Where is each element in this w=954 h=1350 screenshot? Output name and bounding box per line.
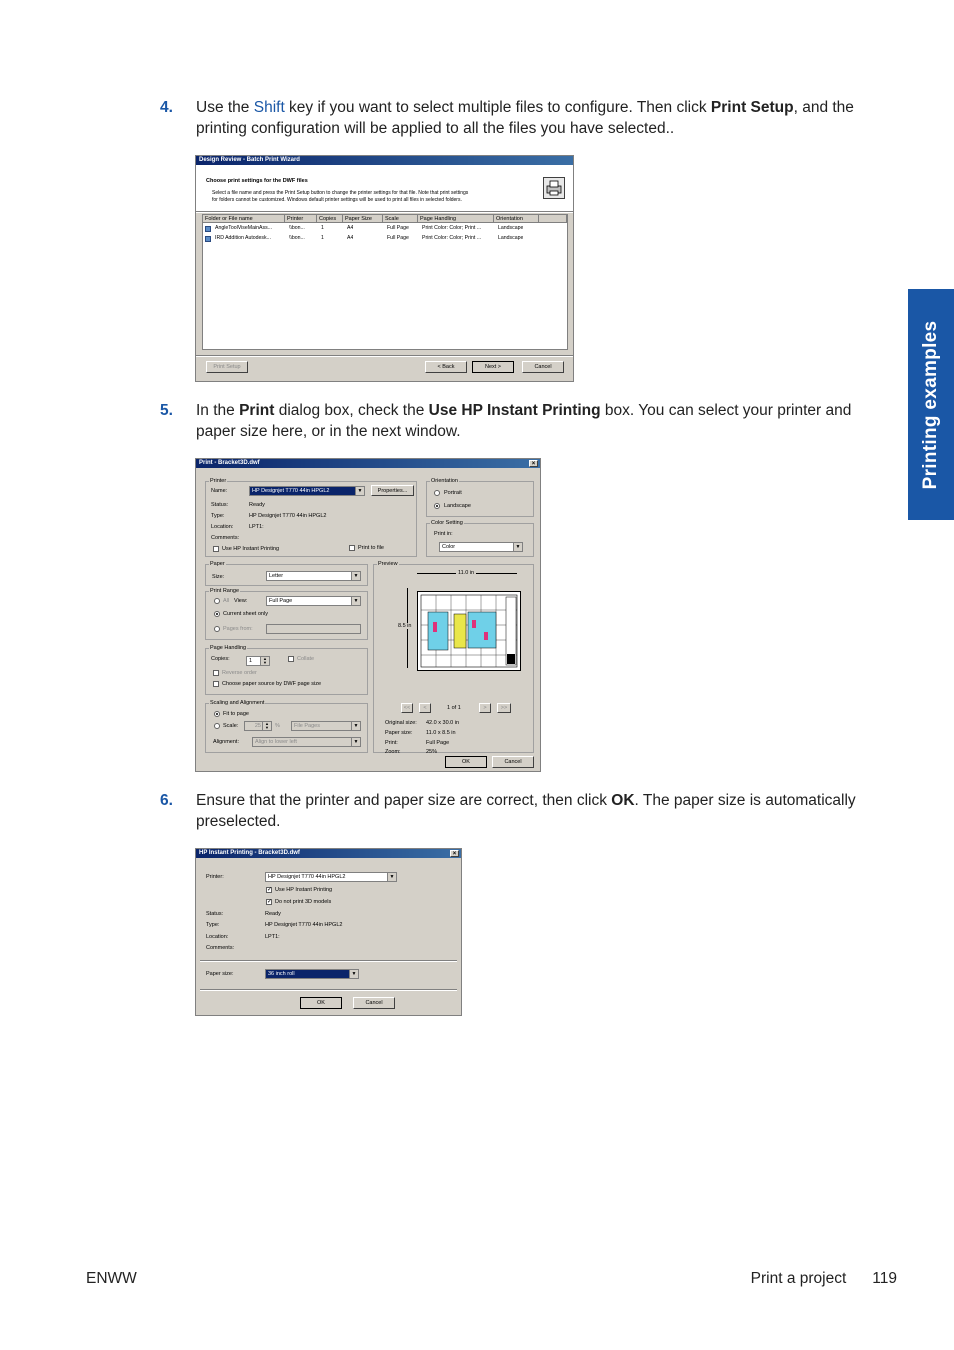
batch-print-wizard-dialog — [195, 155, 574, 382]
printer-group — [205, 478, 417, 557]
height-dimension: 8.5 in — [398, 623, 412, 629]
table-cell: Landscape — [498, 235, 524, 241]
table-cell: A4 — [347, 235, 354, 241]
radio-label: Fit to page — [223, 711, 249, 717]
collate-checkbox[interactable] — [288, 656, 294, 662]
use-hp-instant-printing-checkbox[interactable]: ✓ — [267, 887, 273, 893]
page-handling-group — [205, 645, 368, 695]
print-dialog — [195, 458, 541, 772]
file-icon — [205, 236, 211, 242]
group-label: Color Setting — [431, 520, 463, 526]
wizard-description: for folders cannot be customized. Windows default printer settings will be used to print all files in selected folders. — [212, 197, 462, 203]
page-number: 119 — [872, 1270, 897, 1287]
copies-value: 1 — [249, 658, 253, 664]
pages-from-input[interactable] — [266, 624, 361, 634]
footer-left: ENWW — [86, 1270, 137, 1287]
alignment-select[interactable] — [252, 737, 361, 747]
checkbox-label: Reverse order — [222, 670, 257, 676]
status-label: Status: — [211, 502, 229, 508]
location-value: LPT1: — [265, 934, 280, 940]
wizard-heading: Choose print settings for the DWF files — [206, 178, 308, 184]
column-header[interactable]: Folder or File name — [203, 215, 285, 223]
paper-size-value: 11.0 x 8.5 in — [426, 730, 456, 736]
column-header[interactable]: Copies — [317, 215, 343, 223]
radio-label: Portrait — [444, 490, 462, 496]
print-label: Print: — [385, 740, 398, 746]
divider — [200, 960, 457, 962]
location-value: LPT1: — [249, 524, 264, 530]
file-icon — [205, 226, 211, 232]
type-value: HP Designjet T770 44in HPGL2 — [265, 922, 343, 928]
table-row[interactable] — [203, 235, 567, 244]
table-cell: Print Color: Color; Print ... — [422, 235, 482, 241]
table-cell: A4 — [347, 225, 354, 231]
printer-icon — [543, 177, 565, 199]
preview-group — [373, 561, 534, 755]
next-page-button[interactable]: > — [479, 703, 491, 713]
back-button[interactable]: < Back — [425, 361, 467, 373]
color-setting-group — [426, 520, 534, 557]
group-label: Orientation — [431, 478, 458, 484]
scaling-alignment-group — [205, 700, 368, 753]
orientation-group — [426, 478, 534, 517]
comments-label: Comments: — [211, 535, 240, 541]
chevron-down-icon: ▼ — [351, 572, 360, 580]
reverse-order-checkbox[interactable] — [213, 670, 219, 676]
size-label: Size: — [212, 574, 225, 580]
location-label: Location: — [206, 934, 229, 940]
fit-to-page-radio[interactable] — [214, 711, 220, 717]
column-header — [539, 215, 567, 223]
percent-label: % — [275, 723, 280, 729]
group-label: Printer — [210, 478, 227, 484]
next-button[interactable]: Next > — [472, 361, 514, 373]
step-5 — [160, 400, 880, 444]
text-run: . The paper size is automatically preselected. — [196, 792, 856, 830]
selected-value: Full Page — [269, 598, 293, 604]
checkbox-label: Choose paper source by DWF page size — [222, 681, 322, 687]
table-row[interactable] — [203, 225, 567, 234]
chevron-down-icon: ▼ — [351, 597, 360, 605]
section-side-tab — [908, 289, 954, 520]
hp-instant-printing-dialog — [195, 848, 462, 1016]
print-in-label: Print in: — [434, 531, 453, 537]
cancel-button[interactable]: Cancel — [522, 361, 564, 373]
column-header[interactable]: Orientation — [494, 215, 539, 223]
print-to-file-checkbox[interactable] — [349, 545, 355, 551]
alignment-label: Alignment: — [213, 739, 239, 745]
table-cell: Full Page — [387, 235, 409, 241]
close-icon[interactable]: × — [450, 850, 459, 857]
spin-arrows-icon[interactable]: ▲ ▼ — [260, 657, 269, 665]
shift-key-link[interactable]: Shift — [253, 99, 285, 116]
wizard-header — [196, 165, 573, 211]
do-not-print-3d-checkbox[interactable]: ✓ — [267, 899, 273, 905]
radio-label: Landscape — [444, 503, 471, 509]
last-page-button[interactable]: >> — [497, 703, 511, 713]
dialog-titlebar — [196, 849, 461, 858]
dialog-title: Print - Bracket3D.dwf — [199, 460, 260, 466]
pages-from-radio[interactable] — [214, 626, 220, 632]
original-size-label: Original size: — [385, 720, 417, 726]
cancel-button[interactable]: Cancel — [492, 756, 534, 768]
close-icon[interactable]: × — [529, 460, 538, 467]
column-header[interactable]: Printer — [285, 215, 317, 223]
step-4 — [160, 97, 880, 141]
first-page-button[interactable]: << — [401, 703, 413, 713]
text-run: box. You can select your printer and paper size here, or in the next window. — [196, 402, 852, 440]
copies-label: Copies: — [211, 656, 230, 662]
radio-label: Scale: — [223, 723, 239, 729]
group-label: Print Range — [210, 588, 240, 594]
print-range-group — [205, 588, 368, 640]
checkbox-label: Collate — [297, 656, 315, 662]
table-cell: \\bon... — [289, 235, 305, 241]
checkbox-label: Use HP Instant Printing — [222, 546, 280, 552]
printer-select[interactable] — [265, 872, 397, 882]
zoom-value: 25% — [426, 749, 438, 755]
table-cell: AngleToolViseMainAss... — [215, 225, 272, 231]
step-text — [196, 97, 886, 139]
text-run: Ensure that the printer and paper size are correct, then click — [196, 792, 612, 809]
chevron-down-icon: ▼ — [351, 738, 360, 746]
paper-size-label: Paper size: — [385, 730, 413, 736]
choose-paper-source-checkbox[interactable] — [213, 681, 219, 687]
column-header[interactable]: Scale — [383, 215, 418, 223]
footer-right — [751, 1270, 897, 1288]
type-label: Type: — [206, 922, 220, 928]
bold-term: Print Setup — [710, 99, 794, 116]
table-cell: 1 — [321, 235, 324, 241]
scale-radio[interactable] — [214, 723, 220, 729]
selected-value: Color — [442, 544, 456, 550]
current-sheet-radio[interactable] — [214, 611, 220, 617]
use-hp-instant-printing-checkbox[interactable] — [213, 546, 219, 552]
wizard-description: Select a file name and press the Print Setup button to change the printer settings for that file. Note that print settings — [212, 190, 469, 196]
zoom-label: Zoom: — [385, 749, 401, 755]
ok-button[interactable]: OK — [300, 997, 342, 1009]
group-label: Page Handling — [210, 645, 247, 651]
divider — [200, 989, 457, 991]
column-header[interactable]: Page Handling — [418, 215, 494, 223]
paper-group — [205, 561, 368, 586]
page-preview — [417, 591, 521, 671]
location-label: Location: — [211, 524, 234, 530]
width-dimension: 11.0 in — [458, 570, 475, 576]
properties-button[interactable]: Properties... — [371, 485, 414, 496]
checkbox-label: Do not print 3D models — [275, 899, 332, 905]
ok-button[interactable]: OK — [445, 756, 487, 768]
dialog-title: HP Instant Printing - Bracket3D.dwf — [199, 850, 300, 856]
step-number: 5. — [160, 402, 173, 419]
paper-size-select[interactable] — [266, 571, 361, 581]
divider — [196, 355, 573, 357]
selected-value: 36 inch roll — [268, 971, 295, 977]
file-list[interactable] — [202, 214, 568, 350]
view-label: View: — [234, 598, 248, 604]
group-label: Scaling and Alignment — [210, 700, 265, 706]
selected-value: File Pages — [294, 723, 320, 729]
bold-term: Print — [239, 402, 275, 419]
table-cell: Print Color: Color; Print ... — [422, 225, 482, 231]
landscape-radio[interactable] — [434, 503, 440, 509]
name-label: Name: — [211, 488, 228, 494]
dialog-titlebar: Design Review - Batch Print Wizard — [196, 156, 573, 165]
chevron-down-icon: ▼ — [513, 543, 522, 551]
radio-label: Pages from: — [223, 626, 253, 632]
original-size-value: 42.0 x 30.0 in — [426, 720, 460, 726]
paper-size-label: Paper size: — [206, 971, 234, 977]
bold-term: OK — [611, 792, 635, 809]
comments-label: Comments: — [206, 945, 235, 951]
bold-term: Use HP Instant Printing — [428, 402, 601, 419]
printer-label: Printer: — [206, 874, 224, 880]
status-label: Status: — [206, 911, 224, 917]
footer-section: Print a project — [750, 1270, 847, 1287]
side-tab-label: Printing examples — [920, 320, 941, 489]
print-value: Full Page — [426, 740, 450, 746]
step-6 — [160, 790, 880, 834]
cancel-button[interactable]: Cancel — [353, 997, 395, 1009]
column-header[interactable]: Paper Size — [343, 215, 383, 223]
copies-stepper[interactable] — [246, 656, 270, 666]
type-label: Type: — [211, 513, 225, 519]
text-run: Use the — [196, 99, 254, 116]
color-select[interactable] — [439, 542, 523, 552]
radio-label: All — [223, 598, 230, 604]
text-run: dialog box, check the — [274, 402, 429, 419]
table-cell: Landscape — [498, 225, 524, 231]
scale-units-select[interactable] — [291, 721, 361, 731]
radio-label: Current sheet only — [223, 611, 268, 617]
table-cell: \\bon... — [289, 225, 305, 231]
chevron-down-icon: ▼ — [351, 722, 360, 730]
step-number: 4. — [160, 99, 173, 116]
scale-value: 25 — [254, 723, 261, 729]
dialog-titlebar — [196, 459, 540, 468]
table-cell: 1 — [321, 225, 324, 231]
status-value: Ready — [249, 502, 265, 508]
text-run: key if you want to select multiple files to configure. Then click — [284, 99, 711, 116]
printer-name-select[interactable] — [249, 486, 365, 496]
scale-input[interactable] — [244, 721, 272, 731]
spin-arrows-icon[interactable]: ▲ ▼ — [262, 722, 271, 730]
view-select[interactable] — [266, 596, 361, 606]
all-radio[interactable] — [214, 598, 220, 604]
page-indicator: 1 of 1 — [447, 705, 461, 711]
step-text — [196, 790, 886, 832]
checkbox-label: Print to file — [358, 545, 384, 551]
previous-page-button[interactable]: < — [419, 703, 431, 713]
selected-value: HP Designjet T770 44in HPGL2 — [268, 874, 346, 880]
chevron-down-icon: ▼ — [349, 970, 358, 978]
drawing-thumbnail — [418, 592, 520, 670]
chevron-down-icon: ▼ — [387, 873, 396, 881]
step-text — [196, 400, 886, 442]
portrait-radio[interactable] — [434, 490, 440, 496]
checkbox-label: Use HP Instant Printing — [275, 887, 333, 893]
group-label: Preview — [378, 561, 398, 567]
paper-size-select[interactable] — [265, 969, 359, 979]
chevron-down-icon: ▼ — [355, 487, 364, 495]
text-run: In the — [196, 402, 240, 419]
print-setup-button[interactable]: Print Setup — [206, 361, 248, 373]
step-number: 6. — [160, 792, 173, 809]
selected-value: HP Designjet T770 44in HPGL2 — [252, 488, 330, 494]
text-run: , and the printing configuration will be applied to all the files you have selected.. — [196, 99, 854, 137]
selected-value: Letter — [269, 573, 284, 579]
table-cell: IRD Addition Autodesk... — [215, 235, 271, 241]
type-value: HP Designjet T770 44in HPGL2 — [249, 513, 327, 519]
divider — [196, 211, 573, 213]
group-label: Paper — [210, 561, 225, 567]
table-cell: Full Page — [387, 225, 409, 231]
status-value: Ready — [265, 911, 281, 917]
selected-value: Align to lower left — [255, 739, 297, 745]
